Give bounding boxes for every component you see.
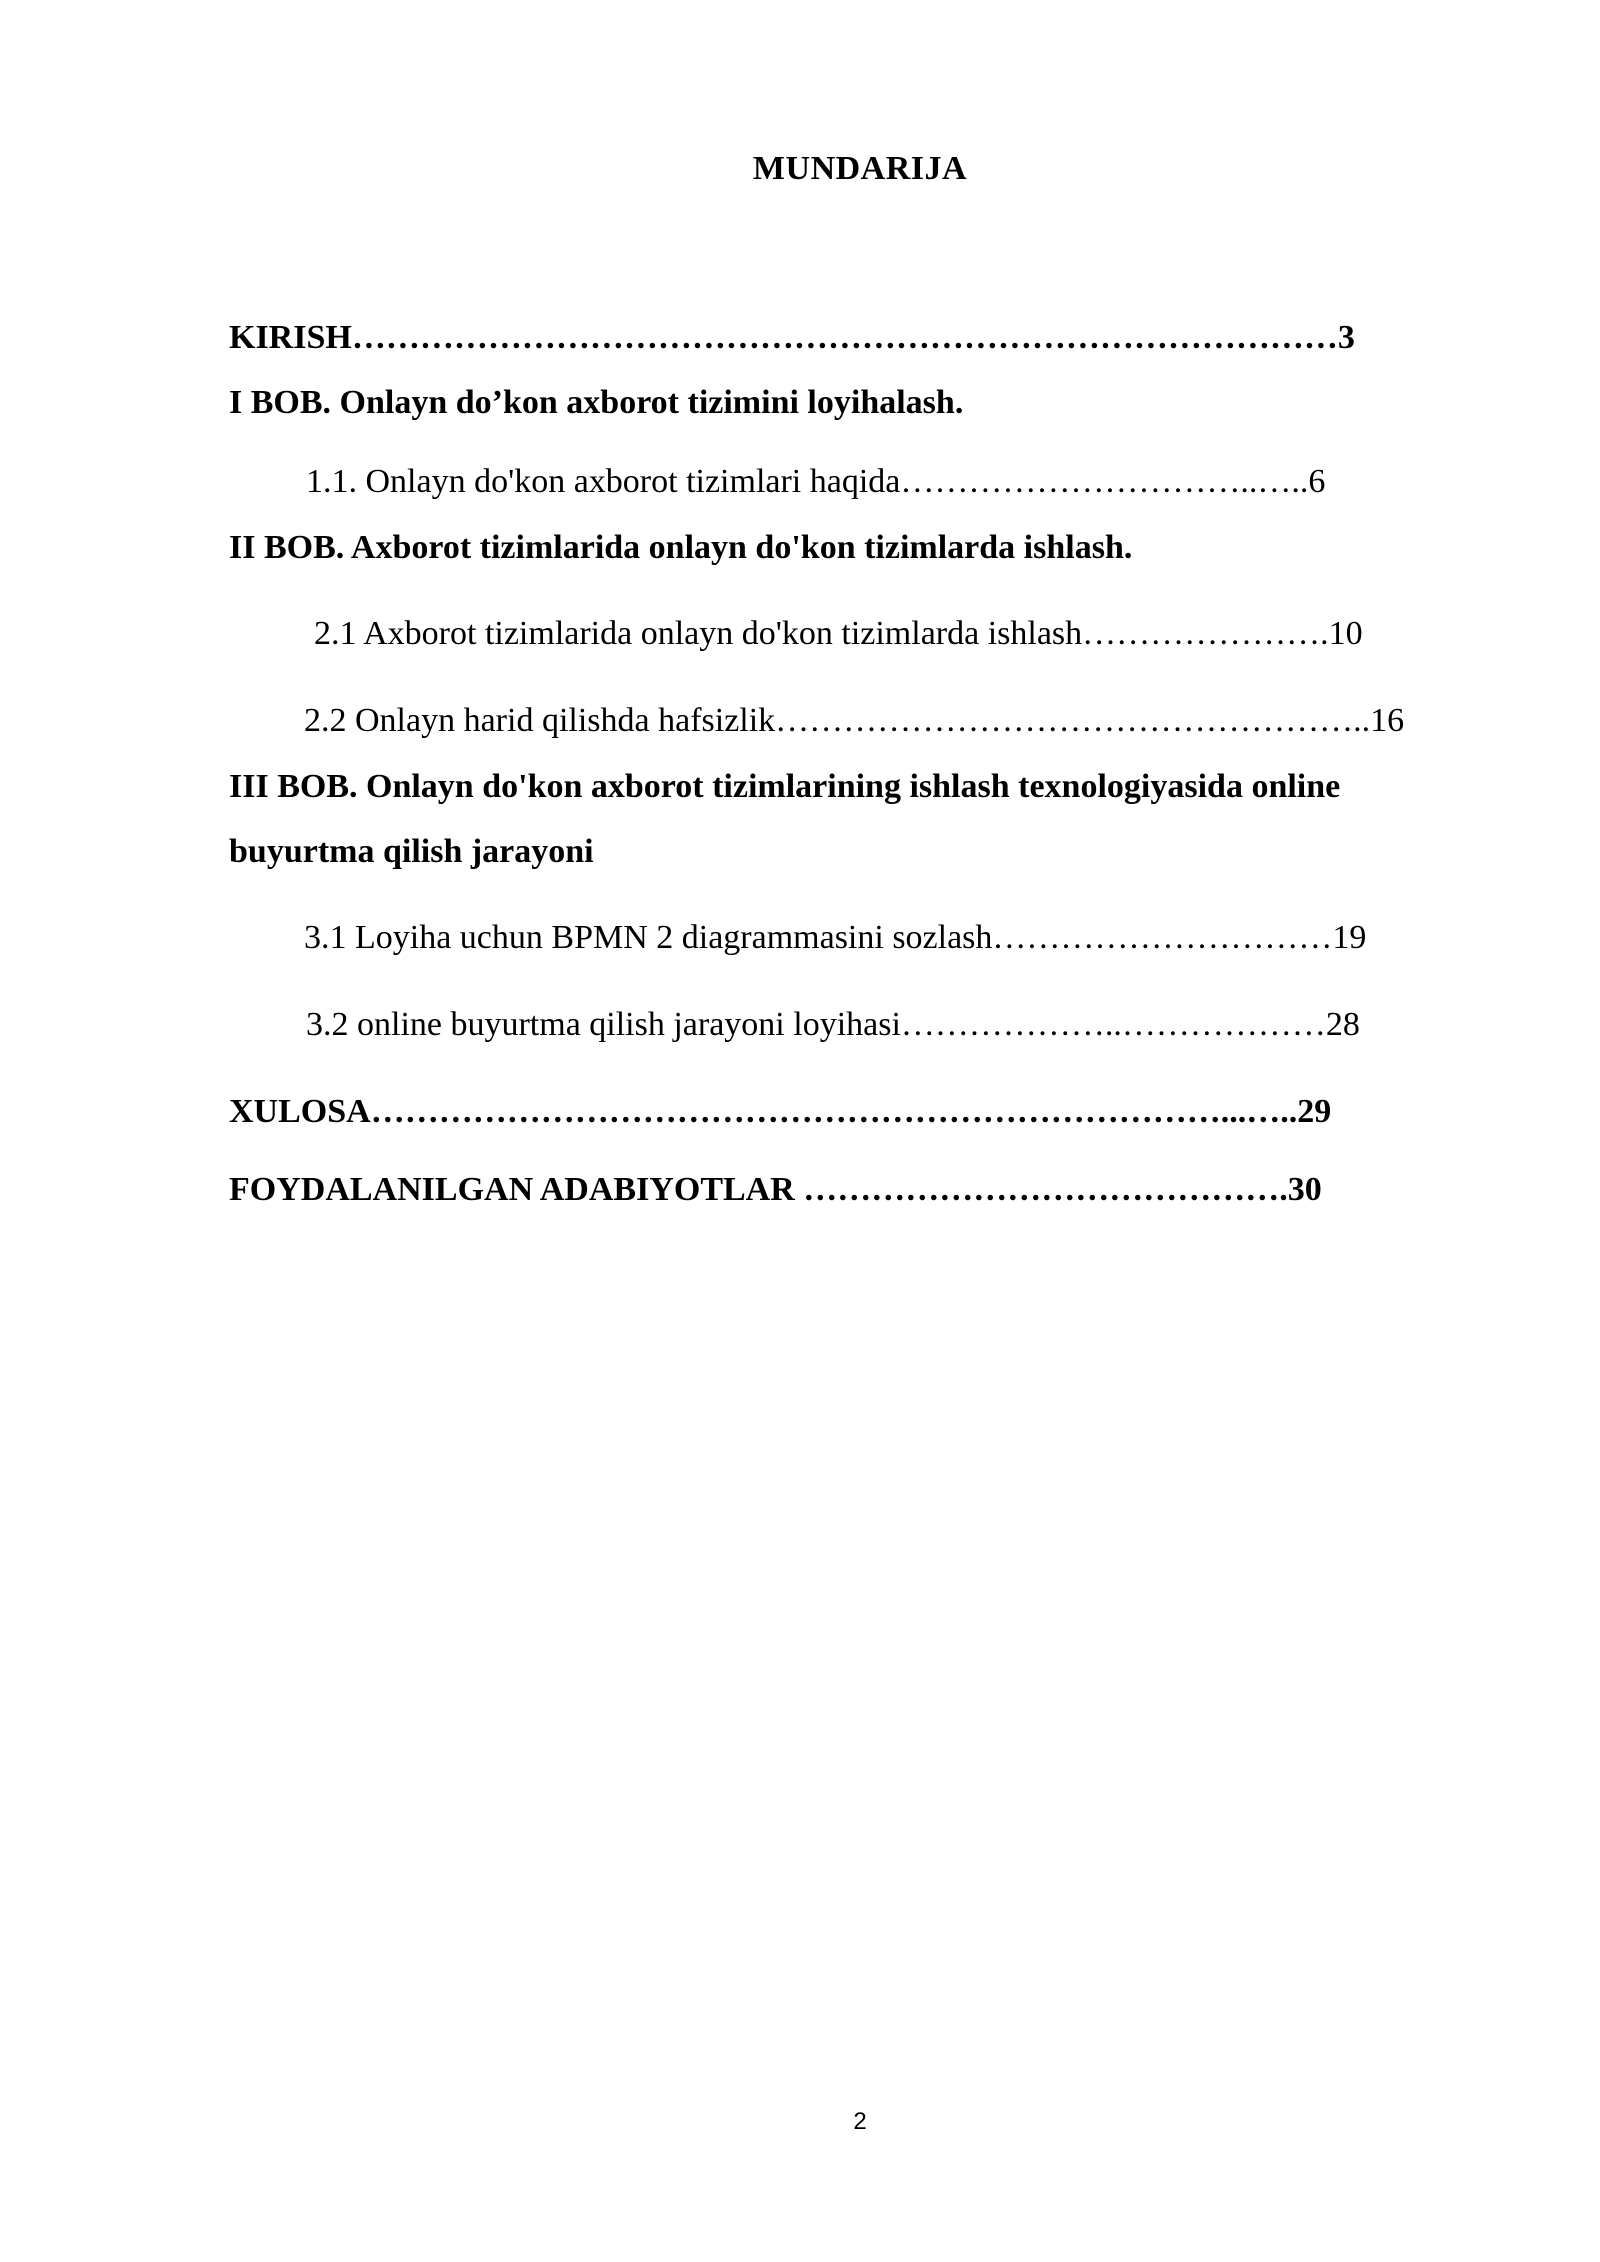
toc-entry-references: FOYDALANILGAN ADABIYOTLAR …………………………………….30 [229, 1171, 1322, 1208]
toc-entry-xulosa: XULOSA…………………………………………………………………...…..29 [229, 1093, 1332, 1130]
toc-entry-chapter-3-cont: buyurtma qilish jarayoni [229, 833, 594, 870]
toc-entry-section-3-2: 3.2 online buyurtma qilish jarayoni loyihasi………………..………………28 [306, 1006, 1360, 1043]
toc-entry-chapter-1: I BOB. Onlayn do’kon axborot tizimini loyihalash. [229, 384, 964, 421]
toc-entry-section-3-1: 3.1 Loyiha uchun BPMN 2 diagrammasini sozlash…………………………19 [304, 919, 1367, 956]
page-number: 2 [853, 2108, 867, 2135]
toc-entry-chapter-2: II BOB. Axborot tizimlarida onlayn do'kon tizimlarda ishlash. [229, 529, 1133, 566]
toc-entry-chapter-3: III BOB. Onlayn do'kon axborot tizimlarining ishlash texnologiyasida online [229, 768, 1341, 805]
document-title: MUNDARIJA [752, 150, 968, 187]
toc-entry-section-1-1: 1.1. Onlayn do'kon axborot tizimlari haqida…………………………..…..6 [306, 463, 1326, 500]
toc-entry-kirish: KIRISH……………………………………………………………………………3 [229, 319, 1355, 356]
toc-entry-section-2-1: 2.1 Axborot tizimlarida onlayn do'kon tizimlarda ishlash………………….10 [314, 615, 1363, 652]
toc-entry-section-2-2: 2.2 Onlayn harid qilishda hafsizlik……………………………………………..16 [304, 702, 1405, 739]
